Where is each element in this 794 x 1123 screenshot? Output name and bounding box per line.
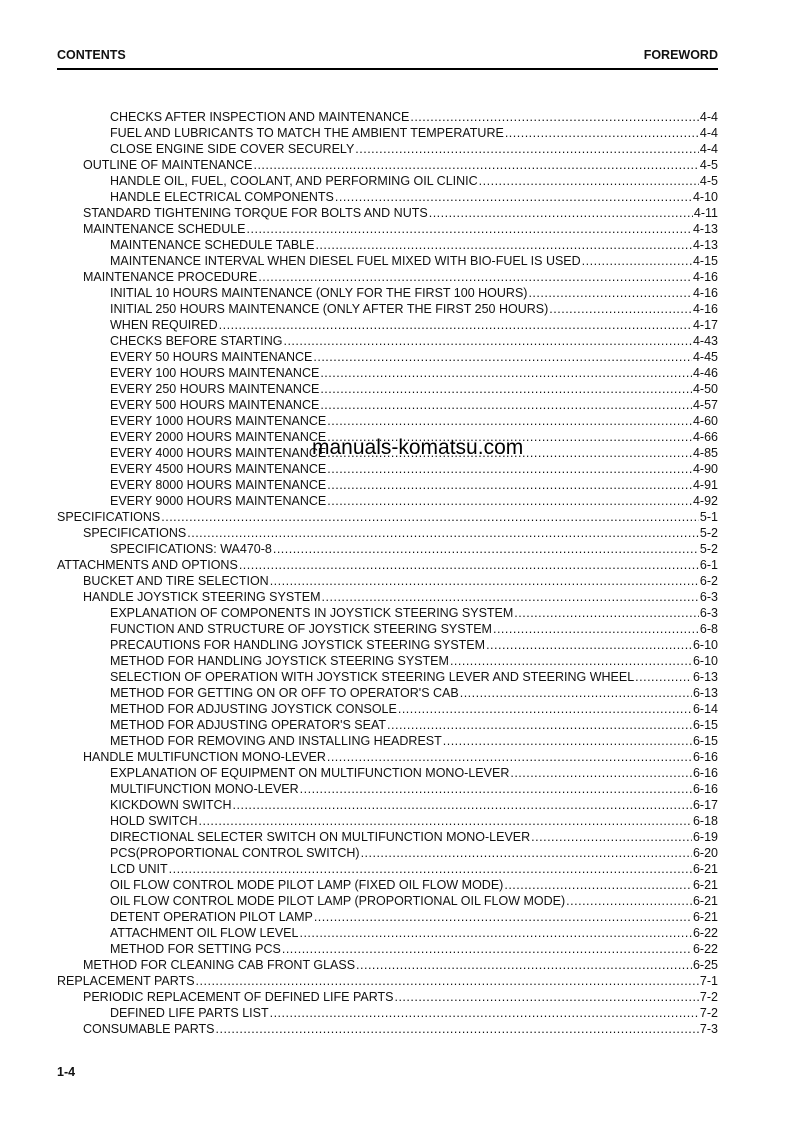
toc-entry-title: METHOD FOR GETTING ON OR OFF TO OPERATOR'S CAB [110,686,459,700]
toc-entry-title: EVERY 1000 HOURS MAINTENANCE [110,414,327,428]
dot-leader [233,797,692,813]
dot-leader [335,189,692,205]
toc-entry-page: 4-43 [692,334,718,348]
toc-entry-title: METHOD FOR ADJUSTING JOYSTICK CONSOLE [110,702,397,716]
toc-entry[interactable] [57,941,718,957]
watermark: manuals-komatsu.com [312,436,524,459]
toc-entry-page: 6-18 [692,814,718,828]
toc-entry[interactable] [57,541,718,557]
toc-entry-page: 4-5 [699,174,718,188]
toc-entry[interactable] [57,637,718,653]
toc-entry-title: MAINTENANCE PROCEDURE [83,270,258,284]
toc-entry-title: EXPLANATION OF COMPONENTS IN JOYSTICK STEERING SYSTEM [110,606,514,620]
toc-entry-page: 4-4 [699,142,718,156]
toc-entry[interactable] [57,285,718,301]
toc-entry-title: CHECKS AFTER INSPECTION AND MAINTENANCE [110,110,410,124]
dot-leader [216,1021,699,1037]
dot-leader [635,669,692,685]
toc-entry-title: HANDLE JOYSTICK STEERING SYSTEM [83,590,321,604]
toc-entry[interactable] [57,797,718,813]
toc-entry[interactable] [57,349,718,365]
toc-entry[interactable] [57,269,718,285]
toc-entry-page: 6-22 [692,926,718,940]
toc-entry-page: 4-13 [692,238,718,252]
toc-entry-page: 6-17 [692,798,718,812]
toc-entry-page: 4-11 [693,206,718,220]
toc-entry[interactable] [57,621,718,637]
toc-entry[interactable] [57,189,718,205]
toc-entry-page: 6-13 [692,670,718,684]
toc-entry-title: SPECIFICATIONS: WA470-8 [110,542,272,556]
toc-entry-page: 6-16 [692,782,718,796]
dot-leader [314,909,692,925]
toc-entry-page: 6-22 [692,942,718,956]
toc-entry-page: 7-2 [699,990,718,1004]
dot-leader [299,925,692,941]
dot-leader [327,477,692,493]
dot-leader [493,621,699,637]
toc-entry-title: SPECIFICATIONS [57,510,161,524]
toc-entry[interactable] [57,173,718,189]
toc-entry-title: HANDLE ELECTRICAL COMPONENTS [110,190,334,204]
toc-entry-page: 4-50 [692,382,718,396]
toc-entry-title: DETENT OPERATION PILOT LAMP [110,910,313,924]
dot-leader [273,541,699,557]
toc-entry-page: 4-10 [692,190,718,204]
dot-leader [270,573,699,589]
toc-entry-page: 4-17 [692,318,718,332]
dot-leader [320,397,692,413]
toc-entry-title: WHEN REQUIRED [110,318,218,332]
toc-entry-title: EVERY 50 HOURS MAINTENANCE [110,350,313,364]
toc-entry-title: METHOD FOR REMOVING AND INSTALLING HEADREST [110,734,442,748]
toc-entry-page: 4-85 [692,446,718,460]
toc-entry[interactable] [57,829,718,845]
toc-entry[interactable] [57,973,718,989]
toc-entry-title: DIRECTIONAL SELECTER SWITCH ON MULTIFUNCTION MONO-LEVER [110,830,531,844]
toc-entry-page: 5-2 [699,526,718,540]
toc-entry[interactable] [57,605,718,621]
toc-entry[interactable] [57,765,718,781]
dot-leader [313,349,692,365]
toc-entry-page: 7-1 [699,974,718,988]
toc-entry-title: FUNCTION AND STRUCTURE OF JOYSTICK STEERING SYSTEM [110,622,492,636]
toc-entry-title: SELECTION OF OPERATION WITH JOYSTICK STEERING LEVER AND STEERING WHEEL [110,670,635,684]
toc-entry-page: 6-15 [692,718,718,732]
toc-entry-page: 6-13 [692,686,718,700]
toc-entry-page: 4-16 [692,302,718,316]
dot-leader [450,653,692,669]
dot-leader [282,941,692,957]
toc-entry-title: PRECAUTIONS FOR HANDLING JOYSTICK STEERING SYSTEM [110,638,486,652]
dot-leader [322,589,699,605]
dot-leader [443,733,692,749]
toc-entry-page: 4-4 [699,110,718,124]
toc-entry[interactable] [57,685,718,701]
toc-entry[interactable] [57,525,718,541]
toc-entry[interactable] [57,653,718,669]
toc-entry[interactable] [57,781,718,797]
dot-leader [320,365,692,381]
toc-entry[interactable] [57,157,718,173]
toc-entry-page: 6-1 [699,558,718,572]
toc-entry-page: 6-21 [692,862,718,876]
toc-entry-title: MAINTENANCE SCHEDULE [83,222,246,236]
dot-leader [196,973,699,989]
toc-entry[interactable] [57,493,718,509]
toc-entry[interactable] [57,397,718,413]
toc-entry-page: 4-4 [699,126,718,140]
toc-entry-title: METHOD FOR CLEANING CAB FRONT GLASS [83,958,356,972]
dot-leader [394,989,698,1005]
dot-leader [247,221,692,237]
toc-entry-page: 6-8 [699,622,718,636]
toc-entry[interactable] [57,413,718,429]
toc-entry-title: HANDLE MULTIFUNCTION MONO-LEVER [83,750,326,764]
toc-entry-title: ATTACHMENT OIL FLOW LEVEL [110,926,299,940]
dot-leader [566,893,692,909]
dot-leader [315,237,692,253]
toc-entry-title: PERIODIC REPLACEMENT OF DEFINED LIFE PARTS [83,990,394,1004]
dot-leader [429,205,693,221]
toc-entry-page: 5-1 [699,510,718,524]
toc-entry-page: 4-15 [692,254,718,268]
toc-entry-page: 6-10 [692,638,718,652]
dot-leader [219,317,692,333]
toc-entry[interactable] [57,749,718,765]
toc-entry-page: 6-2 [699,574,718,588]
toc-entry-page: 4-66 [692,430,718,444]
toc-entry-title: BUCKET AND TIRE SELECTION [83,574,269,588]
toc-entry-page: 6-25 [692,958,718,972]
toc-entry[interactable] [57,573,718,589]
toc-entry[interactable] [57,1021,718,1037]
dot-leader [199,813,692,829]
toc-entry[interactable] [57,925,718,941]
toc-entry-page: 6-19 [692,830,718,844]
toc-entry-page: 6-16 [692,750,718,764]
table-of-contents [57,109,718,1037]
dot-leader [510,765,692,781]
dot-leader [187,525,699,541]
toc-entry-title: INITIAL 250 HOURS MAINTENANCE (ONLY AFTER THE FIRST 250 HOURS) [110,302,549,316]
toc-entry-page: 6-16 [692,766,718,780]
toc-entry-title: CLOSE ENGINE SIDE COVER SECURELY [110,142,355,156]
toc-entry-page: 6-21 [692,894,718,908]
toc-entry[interactable] [57,381,718,397]
toc-entry[interactable] [57,893,718,909]
toc-entry-title: EVERY 250 HOURS MAINTENANCE [110,382,320,396]
toc-entry-title: OIL FLOW CONTROL MODE PILOT LAMP (PROPORTIONAL OIL FLOW MODE) [110,894,566,908]
dot-leader [239,557,699,573]
header-rule [57,68,718,70]
toc-entry-title: OUTLINE OF MAINTENANCE [83,158,253,172]
toc-entry-title: LCD UNIT [110,862,168,876]
toc-entry[interactable] [57,317,718,333]
toc-entry[interactable] [57,589,718,605]
toc-entry-title: PCS(PROPORTIONAL CONTROL SWITCH) [110,846,360,860]
toc-entry-title: EVERY 500 HOURS MAINTENANCE [110,398,320,412]
toc-entry[interactable] [57,333,718,349]
toc-entry-title: HANDLE OIL, FUEL, COOLANT, AND PERFORMING OIL CLINIC [110,174,478,188]
dot-leader [356,957,692,973]
toc-entry[interactable] [57,989,718,1005]
dot-leader [169,861,692,877]
toc-entry-page: 6-20 [692,846,718,860]
toc-entry-page: 4-60 [692,414,718,428]
toc-entry[interactable] [57,365,718,381]
toc-entry-title: OIL FLOW CONTROL MODE PILOT LAMP (FIXED OIL FLOW MODE) [110,878,504,892]
toc-entry-page: 4-45 [692,350,718,364]
toc-entry-page: 6-14 [692,702,718,716]
toc-entry-page: 4-13 [692,222,718,236]
toc-entry-title: MULTIFUNCTION MONO-LEVER [110,782,299,796]
toc-entry-title: EVERY 4500 HOURS MAINTENANCE [110,462,327,476]
toc-entry-page: 4-91 [692,478,718,492]
toc-entry-page: 6-3 [699,606,718,620]
toc-entry-title: CONSUMABLE PARTS [83,1022,215,1036]
dot-leader [361,845,692,861]
dot-leader [270,1005,699,1021]
dot-leader [410,109,699,125]
toc-entry-page: 4-90 [692,462,718,476]
toc-entry[interactable] [57,733,718,749]
toc-entry-page: 4-16 [692,286,718,300]
dot-leader [320,381,692,397]
toc-entry-page: 6-21 [692,878,718,892]
toc-entry[interactable] [57,909,718,925]
toc-entry[interactable] [57,301,718,317]
dot-leader [387,717,692,733]
toc-entry-page: 4-5 [699,158,718,172]
toc-entry[interactable] [57,557,718,573]
toc-entry[interactable] [57,845,718,861]
dot-leader [479,173,699,189]
dot-leader [398,701,692,717]
dot-leader [486,637,692,653]
toc-entry-title: STANDARD TIGHTENING TORQUE FOR BOLTS AND NUTS [83,206,428,220]
dot-leader [283,333,691,349]
toc-entry-title: SPECIFICATIONS [83,526,187,540]
dot-leader [327,493,692,509]
toc-entry-title: METHOD FOR HANDLING JOYSTICK STEERING SYSTEM [110,654,449,668]
toc-entry[interactable] [57,813,718,829]
toc-entry-title: FUEL AND LUBRICANTS TO MATCH THE AMBIENT TEMPERATURE [110,126,504,140]
toc-entry[interactable] [57,205,718,221]
toc-entry-title: MAINTENANCE INTERVAL WHEN DIESEL FUEL MIXED WITH BIO-FUEL IS USED [110,254,581,268]
toc-entry-title: DEFINED LIFE PARTS LIST [110,1006,269,1020]
dot-leader [505,125,699,141]
toc-entry-title: ATTACHMENTS AND OPTIONS [57,558,238,572]
toc-entry-page: 6-10 [692,654,718,668]
toc-entry-page: 4-57 [692,398,718,412]
header-chapter-title: FOREWORD [643,48,718,62]
toc-entry-title: EVERY 2000 HOURS MAINTENANCE [110,430,327,444]
toc-entry[interactable] [57,253,718,269]
toc-entry-title: MAINTENANCE SCHEDULE TABLE [110,238,315,252]
toc-entry-page: 5-2 [699,542,718,556]
toc-entry[interactable] [57,461,718,477]
toc-entry[interactable] [57,701,718,717]
toc-entry[interactable] [57,877,718,893]
dot-leader [300,781,692,797]
dot-leader [582,253,692,269]
dot-leader [253,157,698,173]
toc-entry[interactable] [57,477,718,493]
dot-leader [528,285,692,301]
toc-entry-title: EVERY 9000 HOURS MAINTENANCE [110,494,327,508]
dot-leader [327,749,692,765]
dot-leader [327,413,692,429]
toc-entry-title: EVERY 100 HOURS MAINTENANCE [110,366,320,380]
toc-entry-title: EXPLANATION OF EQUIPMENT ON MULTIFUNCTION MONO-LEVER [110,766,510,780]
toc-entry-page: 7-3 [699,1022,718,1036]
toc-entry-page: 4-16 [692,270,718,284]
toc-entry-title: HOLD SWITCH [110,814,198,828]
dot-leader [514,605,699,621]
toc-entry[interactable] [57,109,718,125]
dot-leader [327,461,692,477]
toc-entry[interactable] [57,1005,718,1021]
toc-entry-title: EVERY 4000 HOURS MAINTENANCE [110,446,327,460]
dot-leader [161,509,699,525]
toc-entry-page: 4-92 [692,494,718,508]
toc-entry-title: CHECKS BEFORE STARTING [110,334,283,348]
toc-entry-title: INITIAL 10 HOURS MAINTENANCE (ONLY FOR THE FIRST 100 HOURS) [110,286,528,300]
dot-leader [531,829,692,845]
toc-entry[interactable] [57,221,718,237]
toc-entry-page: 7-2 [699,1006,718,1020]
toc-entry[interactable] [57,957,718,973]
header-section-title: CONTENTS [57,48,126,62]
dot-leader [258,269,692,285]
toc-entry[interactable] [57,669,718,685]
dot-leader [549,301,692,317]
toc-entry[interactable] [57,717,718,733]
toc-entry[interactable] [57,509,718,525]
toc-entry[interactable] [57,125,718,141]
toc-entry-title: METHOD FOR SETTING PCS [110,942,281,956]
page-number: 1-4 [57,1065,76,1079]
toc-entry-title: METHOD FOR ADJUSTING OPERATOR'S SEAT [110,718,387,732]
toc-entry[interactable] [57,141,718,157]
toc-entry[interactable] [57,237,718,253]
toc-entry-title: REPLACEMENT PARTS [57,974,195,988]
toc-entry-title: EVERY 8000 HOURS MAINTENANCE [110,478,327,492]
toc-entry-title: KICKDOWN SWITCH [110,798,232,812]
dot-leader [504,877,692,893]
toc-entry-page: 6-15 [692,734,718,748]
toc-entry-page: 6-3 [699,590,718,604]
dot-leader [460,685,692,701]
toc-entry-page: 6-21 [692,910,718,924]
dot-leader [355,141,699,157]
toc-entry-page: 4-46 [692,366,718,380]
toc-entry[interactable] [57,861,718,877]
